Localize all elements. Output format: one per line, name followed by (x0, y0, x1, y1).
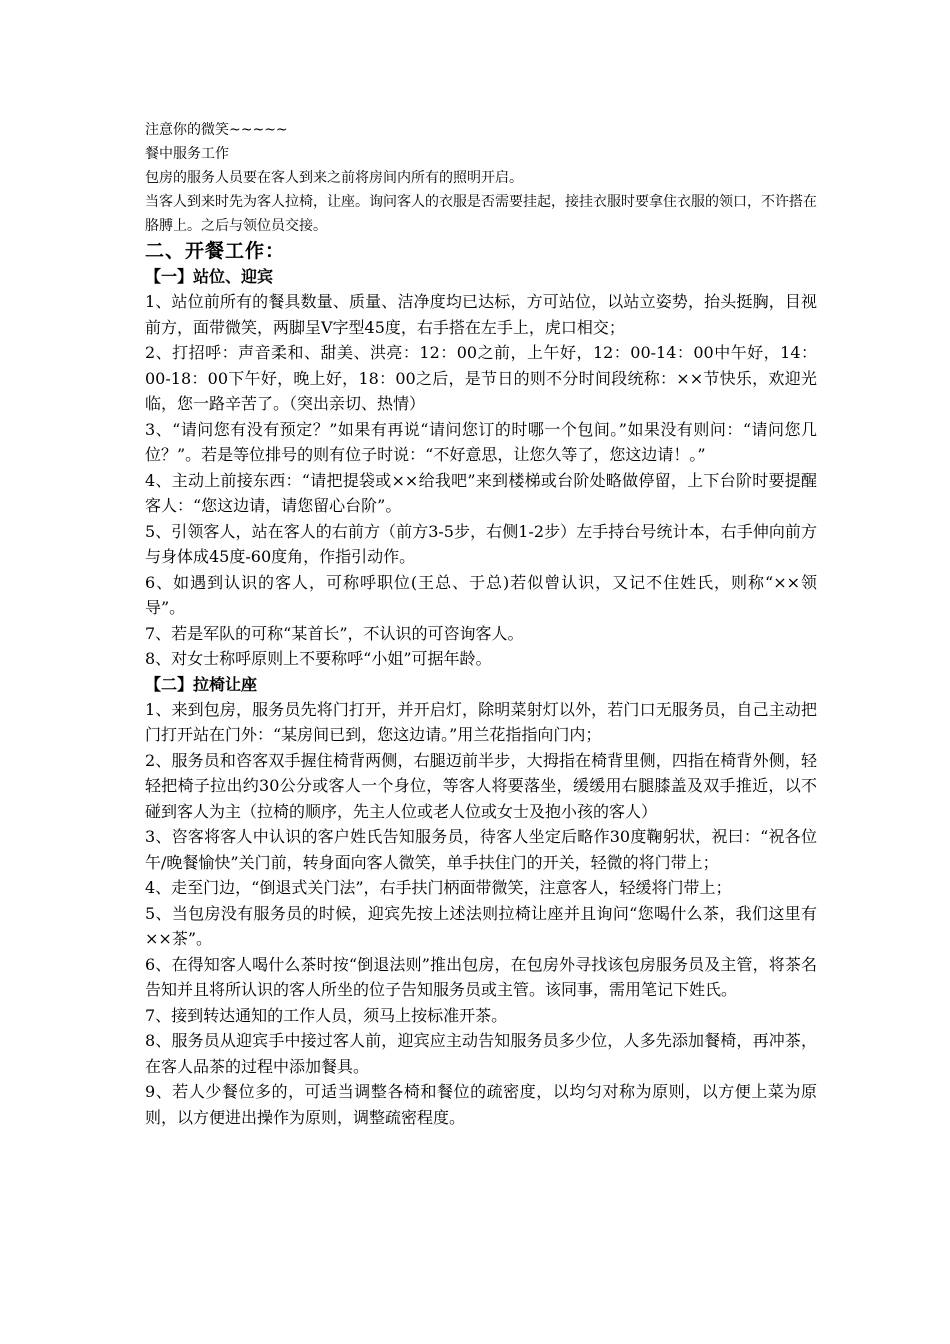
intro-line-lighting: 包房的服务人员要在客人到来之前将房间内所有的照明开启。 (145, 170, 523, 186)
intro-line-service: 餐中服务工作 (145, 146, 229, 162)
list-item: 2、服务员和咨客双手握住椅背两侧，右腿迈前半步，大拇指在椅背里侧，四指在椅背外侧，轻轻把椅子拉出约30公分或客人一个身位，等客人将要落坐，缓缓用右腿膝盖及双手推近，以不碰到客人为主（拉椅的顺序，先主人位或老人位或女士及抱小孩的客人） (145, 750, 817, 821)
list-item: 6、在得知客人喝什么茶时按“倒退法则”推出包房，在包房外寻找该包房服务员及主管，将茶名告知并且将所认识的客人所坐的位子告知服务员或主管。该同事，需用笔记下姓氏。 (145, 954, 817, 999)
list-item: 2、打招呼：声音柔和、甜美、洪亮：12：00之前，上午好，12：00-14：00中午好，14：00-18：00下午好，晚上好，18：00之后，是节日的则不分时间段统称：××节快乐，欢迎光临，您一路辛苦了。（突出亲切、热情） (145, 343, 817, 413)
list-item: 9、若人少餐位多的，可适当调整各椅和餐位的疏密度，以均匀对称为原则，以方便上菜为原则，以方便进出操作为原则，调整疏密程度。 (145, 1082, 817, 1127)
list-item: 4、走至门边，“倒退式关门法”，右手扶门柄面带微笑，注意客人，轻缓将门带上； (145, 878, 732, 897)
list-item: 4、主动上前接东西：“请把提袋或××给我吧”来到楼梯或台阶处略做停留，上下台阶时要提醒客人：“您这边请，请您留心台阶”。 (145, 470, 817, 515)
list-item: 7、接到转达通知的工作人员，须马上按标准开茶。 (145, 1005, 508, 1025)
list-item: 5、当包房没有服务员的时候，迎宾先按上述法则拉椅让座并且询问“您喝什么茶，我们这里有××茶”。 (145, 903, 817, 948)
intro-line-smile: 注意你的微笑~~~~~ (145, 122, 288, 138)
section-title-opening: 二、开餐工作： (145, 240, 286, 262)
list-item: 5、引领客人，站在客人的右前方（前方3-5步，右侧1-2步）左手持台号统计本，右手伸向前方与身体成45度-60度角，作指引动作。 (145, 521, 817, 566)
intro-line-greeting: 当客人到来时先为客人拉椅，让座。询问客人的衣服是否需要挂起，接挂衣服时要拿住衣服的领口，不许搭在胳膊上。之后与领位员交接。 (145, 194, 817, 234)
document-page (145, 118, 817, 1130)
list-item: 1、来到包房，服务员先将门打开，并开启灯，除明菜射灯以外，若门口无服务员，自己主动把门打开站在门外：“某房间已到，您这边请。”用兰花指指向门内； (145, 699, 817, 744)
list-item: 8、服务员从迎宾手中接过客人前，迎宾应主动告知服务员多少位，人多先添加餐椅，再冲茶，在客人品茶的过程中添加餐具。 (145, 1031, 817, 1076)
list-item: 6、如遇到认识的客人，可称呼职位(王总、于总)若似曾认识，又记不住姓氏，则称“××领导”。 (145, 572, 817, 617)
subsection-title-seating: 【二】拉椅让座 (145, 674, 258, 694)
list-item: 3、“请问您有没有预定？”如果有再说“请问您订的时哪一个包间。”如果没有则问：“请问您几位？”。若是等位排号的则有位子时说：“不好意思，让您久等了，您这边请！。” (145, 419, 817, 464)
list-item: 7、若是军队的可称“某首长”，不认识的可咨询客人。 (145, 623, 524, 643)
subsection-title-welcome: 【一】站位、迎宾 (145, 267, 274, 286)
list-item: 1、站位前所有的餐具数量、质量、洁净度均已达标，方可站位，以站立姿势，抬头挺胸，目视前方，面带微笑，两脚呈V字型45度，右手搭在左手上，虎口相交； (145, 292, 817, 337)
list-item: 8、对女士称呼原则上不要称呼“小姐”可据年龄。 (145, 649, 492, 668)
list-item: 3、咨客将客人中认识的客户姓氏告知服务员，待客人坐定后略作30度鞠躬状，祝曰：“祝各位午/晚餐愉快”关门前，转身面向客人微笑，单手扶住门的开关，轻微的将门带上； (145, 827, 817, 872)
